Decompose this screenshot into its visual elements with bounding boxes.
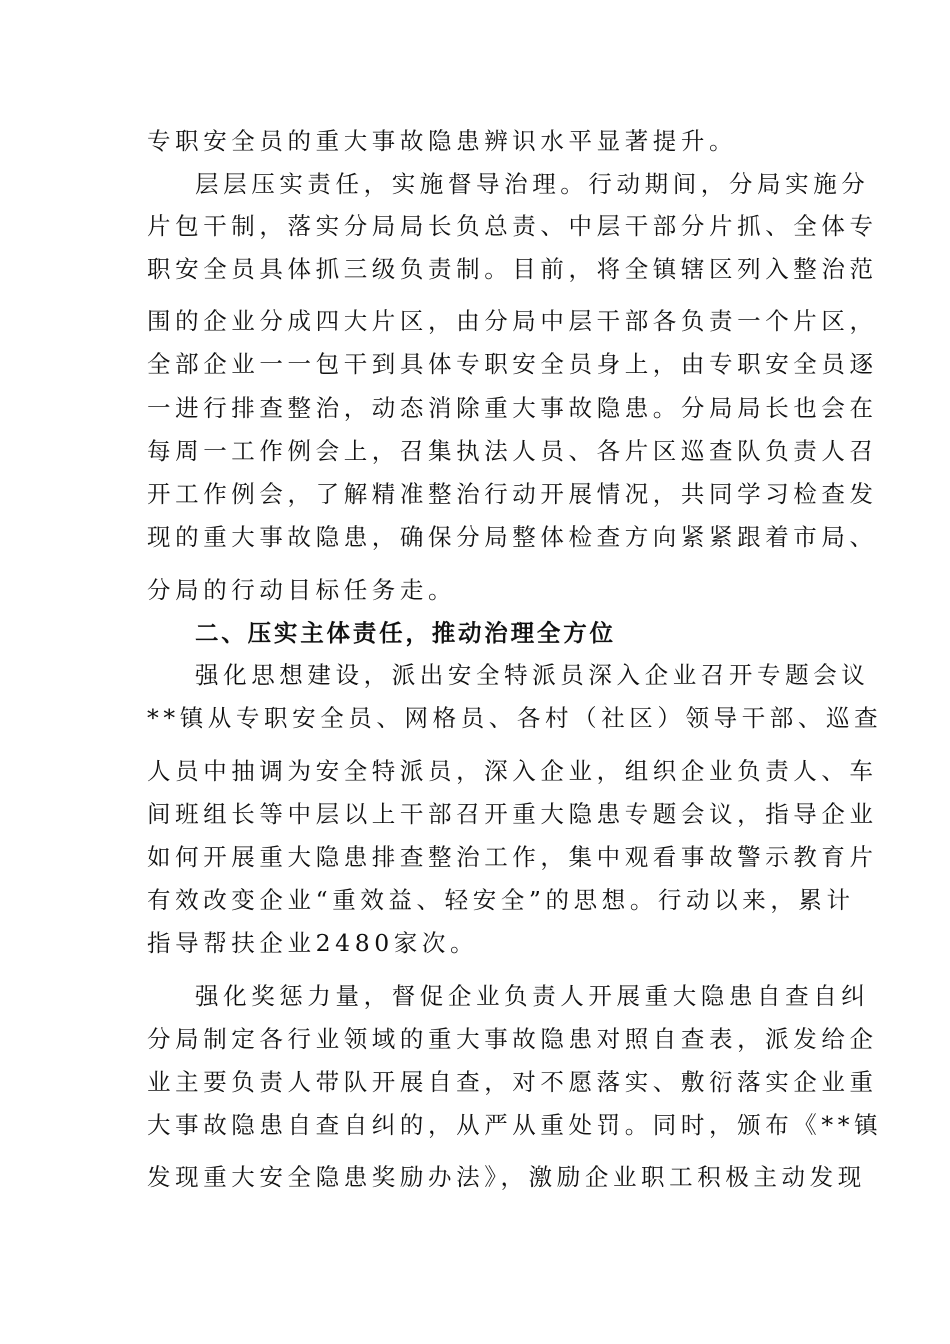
text-line: 大事故隐患自查自纠的，从严从重处罚。同时，颁布《**镇 bbox=[147, 1111, 883, 1139]
text-line: 围的企业分成四大片区，由分局中层干部各负责一个片区， bbox=[147, 307, 878, 335]
text-line: **镇从专职安全员、网格员、各村（社区）领导干部、巡查 bbox=[147, 704, 883, 732]
section-heading: 二、压实主体责任，推动治理全方位 bbox=[195, 619, 616, 647]
text-line: 如何开展重大隐患排查整治工作，集中观看事故警示教育片 bbox=[147, 843, 878, 871]
text-line: 分局的行动目标任务走。 bbox=[147, 576, 457, 604]
text-line: 开工作例会，了解精准整治行动开展情况，共同学习检查发 bbox=[147, 480, 878, 508]
paragraph-first-line: 层层压实责任，实施督导治理。行动期间，分局实施分 bbox=[195, 170, 870, 198]
text-line: 全部企业一一包干到具体专职安全员身上，由专职安全员逐 bbox=[147, 350, 878, 378]
text-line: 业主要负责人带队开展自查，对不愿落实、敷衍落实企业重 bbox=[147, 1068, 878, 1096]
text-line: 片包干制，落实分局局长负总责、中层干部分片抓、全体专 bbox=[147, 212, 878, 240]
text-line: 指导帮扶企业2480家次。 bbox=[147, 929, 479, 957]
text-line: 一进行排查整治，动态消除重大事故隐患。分局局长也会在 bbox=[147, 394, 878, 422]
paragraph-first-line: 强化奖惩力量，督促企业负责人开展重大隐患自查自纠 bbox=[195, 982, 870, 1010]
text-line: 专职安全员的重大事故隐患辨识水平显著提升。 bbox=[147, 127, 738, 155]
text-line: 有效改变企业“重效益、轻安全”的思想。行动以来，累计 bbox=[147, 886, 855, 914]
paragraph-first-line: 强化思想建设，派出安全特派员深入企业召开专题会议 bbox=[195, 661, 870, 689]
text-line: 职安全员具体抓三级负责制。目前，将全镇辖区列入整治范 bbox=[147, 255, 878, 283]
text-line: 每周一工作例会上，召集执法人员、各片区巡查队负责人召 bbox=[147, 437, 878, 465]
text-line: 发现重大安全隐患奖励办法》，激励企业职工积极主动发现 bbox=[147, 1163, 866, 1191]
text-line: 间班组长等中层以上干部召开重大隐患专题会议，指导企业 bbox=[147, 800, 878, 828]
text-line: 现的重大事故隐患，确保分局整体检查方向紧紧跟着市局、 bbox=[147, 523, 878, 551]
text-line: 分局制定各行业领域的重大事故隐患对照自查表，派发给企 bbox=[147, 1025, 878, 1053]
text-line: 人员中抽调为安全特派员，深入企业，组织企业负责人、车 bbox=[147, 757, 878, 785]
